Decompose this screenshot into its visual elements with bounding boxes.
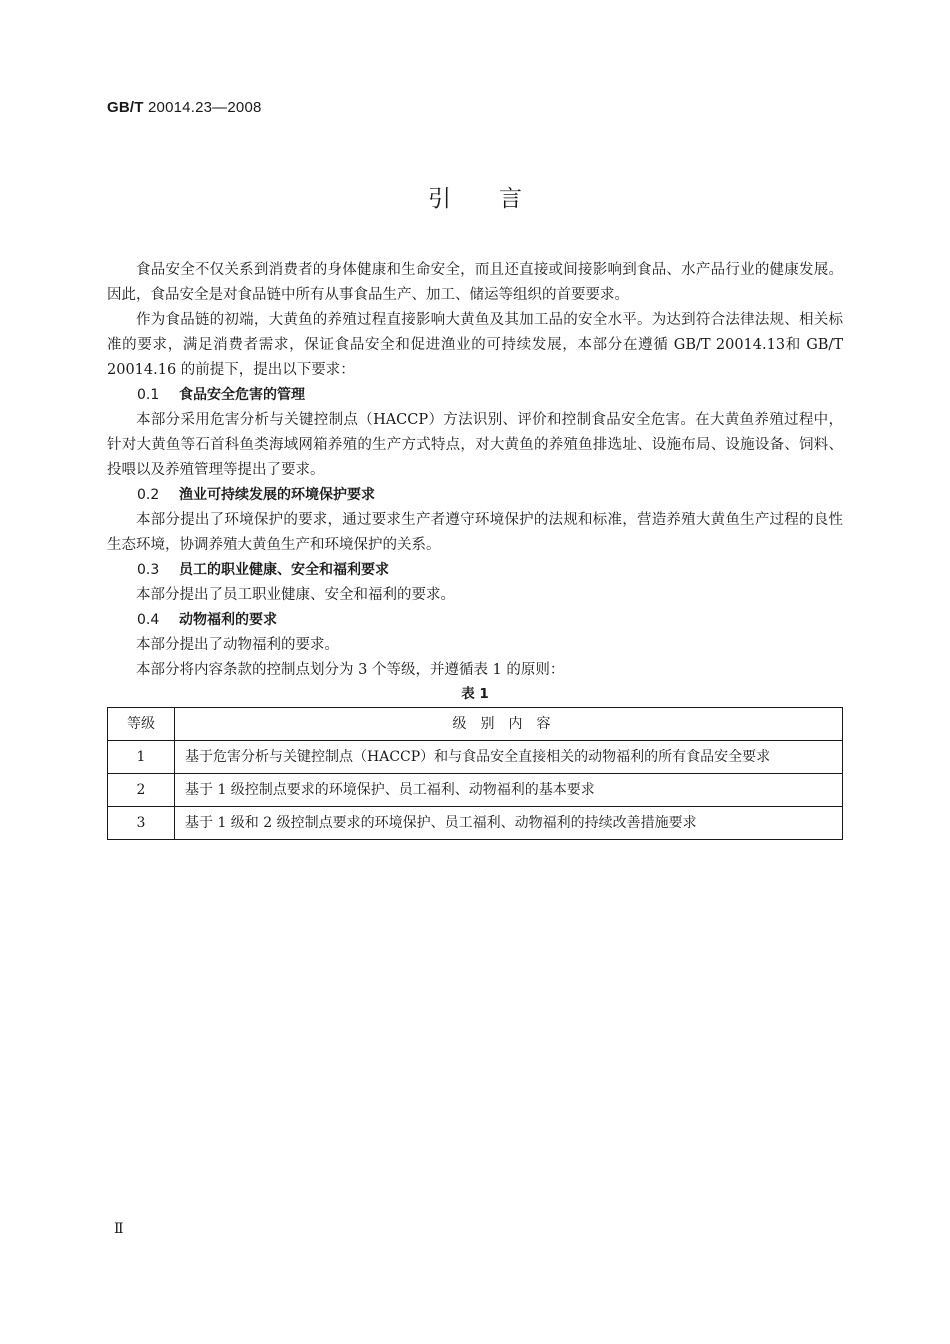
section-number: 0.1	[137, 387, 160, 403]
row-content: 基于 1 级控制点要求的环境保护、员工福利、动物福利的基本要求	[175, 774, 843, 807]
intro-paragraph-2: 作为食品链的初端，大黄鱼的养殖过程直接影响大黄鱼及其加工品的安全水平。为达到符合法律法规、相关标准的要求，满足消费者需求，保证食品安全和促进渔业的可持续发展，本部分在遵循 GB/T 20014.13和 GB/T 20014.16 的前提下，提出以下要求：	[107, 312, 843, 378]
section-text-0-4: 本部分提出了动物福利的要求。	[136, 637, 339, 653]
section-title: 食品安全危害的管理	[179, 387, 305, 403]
section-title: 渔业可持续发展的环境保护要求	[179, 487, 375, 503]
section-heading-0-3	[107, 558, 843, 583]
section-text-0-2: 本部分提出了环境保护的要求，通过要求生产者遵守环境保护的法规和标准，营造养殖大黄鱼生产过程的良性生态环境，协调养殖大黄鱼生产和环境保护的关系。	[107, 512, 843, 553]
section-number: 0.3	[137, 562, 160, 578]
title-char-1: 引	[428, 186, 451, 212]
section-heading-0-1	[107, 383, 843, 408]
table-row	[108, 774, 843, 807]
page-title	[0, 180, 950, 213]
table-row	[108, 807, 843, 840]
row-content: 基于 1 级和 2 级控制点要求的环境保护、员工福利、动物福利的持续改善措施要求	[175, 807, 843, 840]
header-level: 等级	[108, 708, 175, 741]
table-row	[108, 741, 843, 774]
row-level: 2	[108, 774, 175, 807]
section-number: 0.2	[137, 487, 160, 503]
section-title: 动物福利的要求	[179, 612, 277, 628]
row-content: 基于危害分析与关键控制点（HACCP）和与食品安全直接相关的动物福利的所有食品安全要求	[175, 741, 843, 774]
section-text-0-3: 本部分提出了员工职业健康、安全和福利的要求。	[136, 587, 455, 603]
grade-table	[107, 707, 843, 840]
section-text-0-1: 本部分采用危害分析与关键控制点（HACCP）方法识别、评价和控制食品安全危害。在大黄鱼养殖过程中，针对大黄鱼等石首科鱼类海域网箱养殖的生产方式特点，对大黄鱼的养殖鱼排选址、设施布局、设施设备、饲料、投喂以及养殖管理等提出了要求。	[107, 412, 843, 478]
page-number: Ⅱ	[114, 1221, 124, 1237]
section-heading-0-4	[107, 608, 843, 633]
section-title: 员工的职业健康、安全和福利要求	[179, 562, 389, 578]
table-header-row	[108, 708, 843, 741]
title-char-2: 言	[499, 186, 522, 212]
closing-paragraph: 本部分将内容条款的控制点划分为 3 个等级，并遵循表 1 的原则：	[136, 662, 565, 678]
header-content: 级别内容	[175, 708, 843, 741]
standard-code	[107, 99, 262, 116]
row-level: 3	[108, 807, 175, 840]
standard-code-number: 20014.23—2008	[148, 99, 262, 116]
section-number: 0.4	[137, 612, 160, 628]
row-level: 1	[108, 741, 175, 774]
section-heading-0-2	[107, 483, 843, 508]
intro-paragraph-1: 食品安全不仅关系到消费者的身体健康和生命安全，而且还直接或间接影响到食品、水产品行业的健康发展。因此，食品安全是对食品链中所有从事食品生产、加工、储运等组织的首要要求。	[107, 262, 843, 303]
table-caption: 表 1	[461, 686, 489, 702]
standard-code-prefix: GB/T	[107, 99, 144, 116]
document-body	[107, 258, 843, 840]
